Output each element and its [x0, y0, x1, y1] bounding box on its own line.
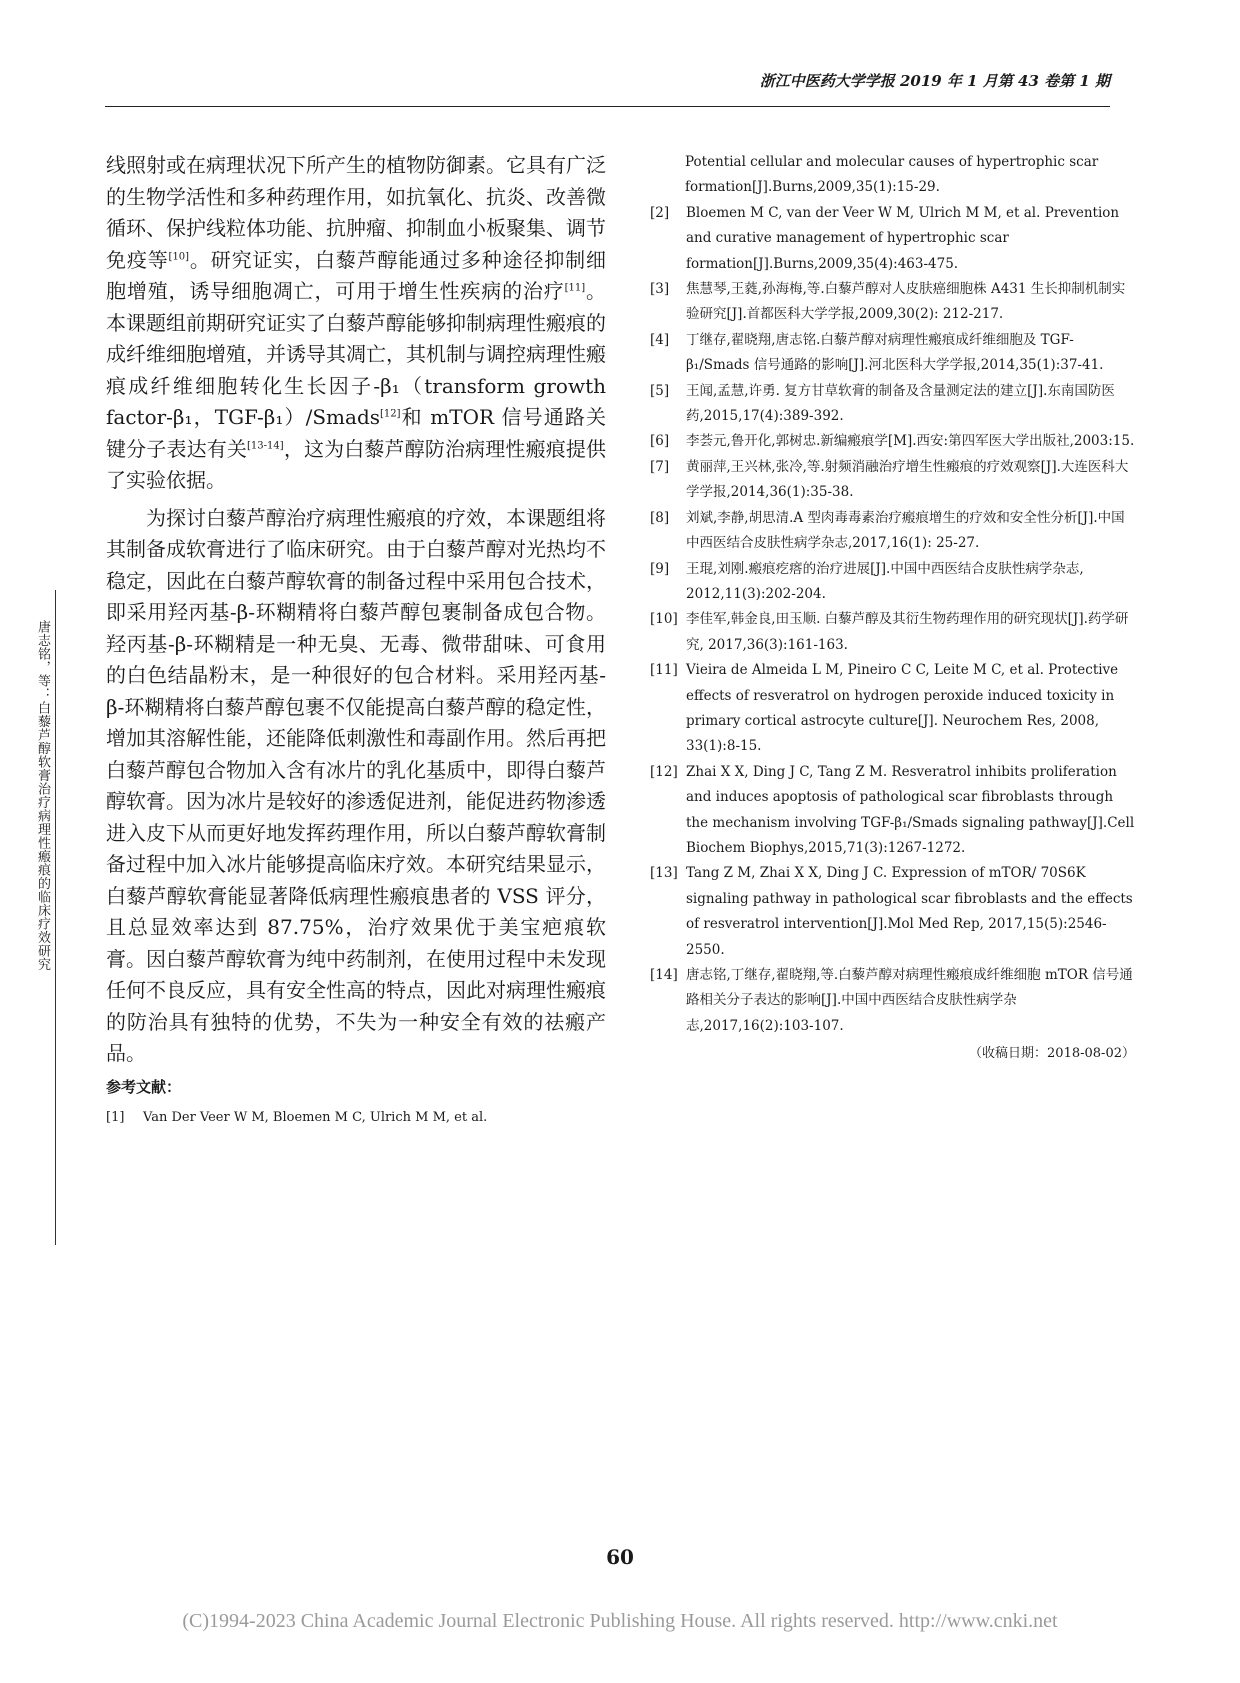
- reference-item: [650, 760, 1135, 862]
- citation-10: [10]: [168, 250, 190, 262]
- reference-text: Van Der Veer W M, Bloemen M C, Ulrich M M, et al.: [143, 1109, 488, 1125]
- reference-text: Zhai X X, Ding J C, Tang Z M. Resveratrol inhibits proliferation and induces apoptosis of pathological scar fibroblasts through the mechanism involving TGF-β₁/Smads signaling pathway[J].Cell Biochem Biophys,2015,71(3):1267-1272.: [686, 763, 1135, 856]
- reference-item: [650, 658, 1135, 760]
- para1-text-4: 和 mTOR 信号通路关键分子表达有关: [106, 405, 606, 461]
- reference-text: 黄丽萍,王兴林,张冷,等.射频消融治疗增生性瘢痕的疗效观察[J].大连医科大学学报,2014,36(1):35-38.: [686, 458, 1129, 501]
- reference-text: 焦慧琴,王蕤,孙海梅,等.白藜芦醇对人皮肤癌细胞株 A431 生长抑制机制实验研究[J].首都医科大学学报,2009,30(2): 212-217.: [686, 281, 1126, 323]
- reference-item: [650, 506, 1135, 557]
- reference-text: Tang Z M, Zhai X X, Ding J C. Expression of mTOR/ 70S6K signaling pathway in pathological scar fibroblasts and the effects of resveratrol intervention[J].Mol Med Rep, 2017,15(5):2546-2550.: [686, 865, 1133, 958]
- body-paragraph-2: 为探讨白藜芦醇治疗病理性瘢痕的疗效，本课题组将其制备成软膏进行了临床研究。由于白藜芦醇对光热均不稳定，因此在白藜芦醇软膏的制备过程中采用包合技术，即采用羟丙基-β-环糊精将白藜芦醇包裹制备成包合物。羟丙基-β-环糊精是一种无臭、无毒、微带甜味、可食用的白色结晶粉末，是一种很好的包合材料。采用羟丙基-β-环糊精将白藜芦醇包裹不仅能提高白藜芦醇的稳定性，增加其溶解性能，还能降低刺激性和毒副作用。然后再把白藜芦醇包合物加入含有冰片的乳化基质中，即得白藜芦醇软膏。因为冰片是较好的渗透促进剂，能促进药物渗透进入皮下从而更好地发挥药理作用，所以白藜芦醇软膏制备过程中加入冰片能够提高临床疗效。本研究结果显示，白藜芦醇软膏能显著降低病理性瘢痕患者的 VSS 评分，且总显效率达到 87.75%，治疗效果优于美宝疤痕软膏。因白藜芦醇软膏为纯中药制剂，在使用过程中未发现任何不良反应，具有安全性高的特点，因此对病理性瘢痕的防治具有独特的优势，不失为一种安全有效的祛瘢产品。: [106, 505, 606, 1065]
- para1-text-2: 。研究证实，白藜芦醇能通过多种途径抑制细胞增殖，诱导细胞凋亡，可用于增生性疾病的治疗: [106, 247, 607, 303]
- citation-13-14: [13-14]: [247, 439, 284, 451]
- reference-item: [650, 328, 1135, 379]
- reference-1: [106, 1106, 606, 1130]
- reference-number: [12]: [650, 763, 678, 780]
- received-date: （收稿日期：2018-08-02）: [969, 1046, 1135, 1062]
- left-column: [106, 150, 606, 1130]
- citation-12: [12]: [380, 408, 401, 420]
- para1-text-5: ，这为白藜芦醇防治病理性瘢痕提供了实验依据。: [106, 436, 607, 492]
- journal-header: 浙江中医药大学学报 2019 年 1 月第 43 卷第 1 期: [759, 72, 1110, 90]
- citation-11: [11]: [564, 282, 586, 294]
- reference-number: [14]: [650, 967, 678, 983]
- right-column: [650, 150, 1135, 1067]
- reference-text: 李荟元,鲁开化,郭树忠.新编瘢痕学[M].西安:第四军医大学出版社,2003:15.: [686, 433, 1135, 450]
- reference-text: 刘斌,李静,胡思清.A 型肉毒毒素治疗瘢痕增生的疗效和安全性分析[J].中国中西医结合皮肤性病学杂志,2017,16(1): 25-27.: [686, 509, 1125, 552]
- reference-number: [2]: [650, 204, 670, 221]
- reference-number: [5]: [650, 382, 670, 399]
- reference-number: [3]: [650, 281, 670, 298]
- reference-text: Bloemen M C, van der Veer W M, Ulrich M M, et al. Prevention and curative management of hypertrophic scar formation[J].Burns,2009,35(4):463-475.: [686, 204, 1120, 272]
- para1-text-1: 线照射或在病理状况下所产生的植物防御素。它具有广泛的生物学活性和多种药理作用，如抗氧化、抗炎、改善微循环、保护线粒体功能、抗肿瘤、抑制血小板聚集、调节免疫等: [106, 153, 606, 272]
- reference-number: [6]: [650, 433, 670, 450]
- reference-text: 王闻,孟慧,许勇. 复方甘草软膏的制备及含量测定法的建立[J].东南国防医药,2015,17(4):389-392.: [686, 382, 1115, 425]
- para1-text-3: 。本课题组前期研究证实了白藜芦醇能够抑制病理性瘢痕的成纤维细胞增殖，并诱导其凋亡，其机制与调控病理性瘢痕成纤维细胞转化生长因子-β₁（transform growth factor-β₁，TGF-β₁）/Smads: [106, 279, 607, 429]
- reference-number: [9]: [650, 560, 670, 577]
- reference-text: 李佳军,韩金良,田玉顺. 白藜芦醇及其衍生物药理作用的研究现状[J].药学研究, 2017,36(3):161-163.: [686, 611, 1129, 653]
- reference-item: [650, 379, 1135, 430]
- reference-number: [11]: [650, 662, 678, 679]
- page-number: 60: [606, 1545, 634, 1569]
- reference-item: [650, 557, 1135, 608]
- reference-number: [4]: [650, 331, 670, 348]
- reference-item: [650, 201, 1135, 277]
- reference-text: 王琨,刘刚.瘢痕疙瘩的治疗进展[J].中国中西医结合皮肤性病学杂志, 2012,11(3):202-204.: [686, 560, 1084, 602]
- reference-list: [650, 201, 1135, 1039]
- reference-item: [650, 861, 1135, 963]
- reference-1-continued: Potential cellular and molecular causes of hypertrophic scar formation[J].Burns,2009,35(1):15-29.: [685, 154, 1099, 196]
- reference-item: [650, 455, 1135, 506]
- reference-item: [650, 963, 1135, 1039]
- side-running-title: 唐志铭，等：白藜芦醇软膏治疗病理性瘢痕的临床疗效研究: [35, 620, 50, 971]
- reference-number: [8]: [650, 509, 670, 526]
- body-paragraph-1: [106, 150, 606, 497]
- reference-text: 丁继存,翟晓翔,唐志铭.白藜芦醇对病理性瘢痕成纤维细胞及 TGF-β₁/Smads 信号通路的影响[J].河北医科大学学报,2014,35(1):37-41.: [686, 331, 1104, 374]
- reference-item: [650, 277, 1135, 328]
- reference-number: [1]: [106, 1109, 125, 1125]
- reference-number: [7]: [650, 458, 670, 475]
- reference-item: [650, 607, 1135, 658]
- references-heading: 参考文献：: [106, 1077, 182, 1096]
- reference-number: [10]: [650, 611, 678, 628]
- reference-text: 唐志铭,丁继存,翟晓翔,等.白藜芦醇对病理性瘢痕成纤维细胞 mTOR 信号通路相关分子表达的影响[J].中国中西医结合皮肤性病学杂志,2017,16(2):103-107.: [686, 967, 1133, 1034]
- copyright-footer: (C)1994-2023 China Academic Journal Electronic Publishing House. All rights reserved. http://www.cnki.net: [182, 1610, 1058, 1632]
- reference-number: [13]: [650, 865, 678, 882]
- reference-item: [650, 429, 1135, 454]
- header-rule: [105, 106, 1110, 107]
- reference-text: Vieira de Almeida L M, Pineiro C C, Leite M C, et al. Protective effects of resveratrol on hydrogen peroxide induced toxicity in primary cortical astrocyte culture[J]. Neurochem Res, 2008, 33(1):8-15.: [686, 662, 1119, 755]
